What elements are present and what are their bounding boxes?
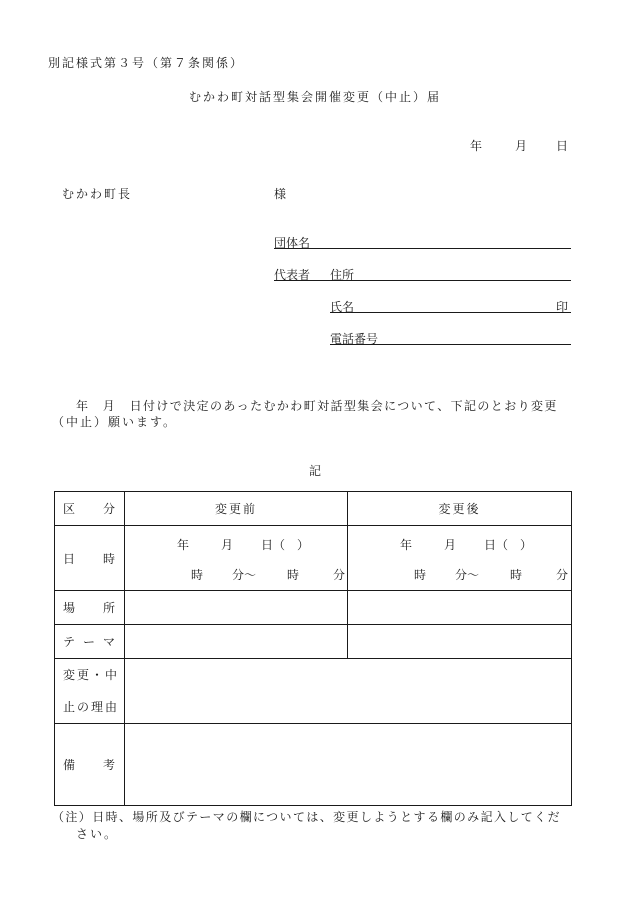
group-name-label: 団体名 xyxy=(274,236,311,250)
phone-label: 電話番号 xyxy=(330,332,379,346)
datetime-label-cell xyxy=(55,526,125,591)
theme-after-cell[interactable] xyxy=(348,625,572,659)
place-after-cell[interactable] xyxy=(348,591,572,625)
division-char-2: 分 xyxy=(102,502,115,516)
ki-heading: 記 xyxy=(309,464,322,478)
addressee-honorific: 様 xyxy=(274,187,287,201)
reason-cell[interactable] xyxy=(125,659,572,724)
theme-char-1: テ xyxy=(63,635,76,649)
name-label: 氏名 xyxy=(330,300,355,314)
table-row-datetime xyxy=(55,526,572,591)
address-label: 住所 xyxy=(330,268,355,282)
date-day: 日 xyxy=(556,139,569,153)
place-label-cell xyxy=(55,591,125,625)
table-row-reason xyxy=(55,659,572,724)
address-line xyxy=(274,280,571,281)
after-hour-start: 時 xyxy=(414,568,427,582)
place-char-2: 所 xyxy=(102,601,115,615)
after-minute-end: 分 xyxy=(556,568,569,582)
remarks-char-2: 考 xyxy=(102,758,115,772)
theme-before-cell[interactable] xyxy=(125,625,348,659)
note-line2: さい。 xyxy=(76,827,119,841)
division-cell xyxy=(55,492,125,526)
after-month: 月 xyxy=(444,538,457,552)
before-hour-end: 時 xyxy=(287,568,300,582)
before-year: 年 xyxy=(177,538,190,552)
datetime-before-cell[interactable] xyxy=(125,526,348,591)
reason-label-line1: 変更・中 xyxy=(63,668,120,682)
before-minute-end: 分 xyxy=(333,568,346,582)
place-before-cell[interactable] xyxy=(125,591,348,625)
seal-mark: 印 xyxy=(556,300,569,314)
before-month: 月 xyxy=(221,538,234,552)
form-number: 別記様式第３号（第７条関係） xyxy=(48,56,245,70)
table-row-place xyxy=(55,591,572,625)
change-form-table xyxy=(54,491,572,806)
body-text-line1: 年 月 日付けで決定のあったむかわ町対話型集会について、下記のとおり変更 xyxy=(76,399,558,413)
after-header: 変更後 xyxy=(348,492,572,526)
theme-label-cell xyxy=(55,625,125,659)
after-year: 年 xyxy=(400,538,413,552)
datetime-char-2: 時 xyxy=(102,551,115,566)
before-header: 変更前 xyxy=(125,492,348,526)
after-day: 日（ ） xyxy=(484,538,533,552)
before-day: 日（ ） xyxy=(261,538,310,552)
note-line1: （注）日時、場所及びテーマの欄については、変更しようとする欄のみ記入してくだ xyxy=(52,810,561,824)
name-line xyxy=(330,312,571,313)
date-month: 月 xyxy=(515,139,528,153)
theme-char-3: マ xyxy=(102,635,115,649)
date-year: 年 xyxy=(470,139,483,153)
table-row-remarks xyxy=(55,724,572,806)
division-char-1: 区 xyxy=(63,502,76,516)
phone-line xyxy=(330,344,571,345)
reason-label-cell xyxy=(55,659,125,724)
before-hour-start: 時 xyxy=(191,568,204,582)
reason-label-line2: 止の理由 xyxy=(63,700,120,714)
theme-char-2: ー xyxy=(82,635,95,649)
remarks-label-cell xyxy=(55,724,125,806)
remarks-char-1: 備 xyxy=(63,758,76,772)
body-text-line2: （中止）願います。 xyxy=(52,415,178,429)
table-row-theme xyxy=(55,625,572,659)
after-minute-start: 分～ xyxy=(455,568,480,582)
representative-label: 代表者 xyxy=(274,268,311,282)
place-char-1: 場 xyxy=(63,601,76,615)
group-name-line xyxy=(274,248,571,249)
after-hour-end: 時 xyxy=(510,568,523,582)
remarks-cell[interactable] xyxy=(125,724,572,806)
addressee-name: むかわ町長 xyxy=(62,187,133,201)
datetime-after-cell[interactable] xyxy=(348,526,572,591)
before-minute-start: 分～ xyxy=(232,568,257,582)
datetime-char-1: 日 xyxy=(63,551,76,566)
document-title: むかわ町対話型集会開催変更（中止）届 xyxy=(189,90,442,104)
table-row-header xyxy=(55,492,572,526)
